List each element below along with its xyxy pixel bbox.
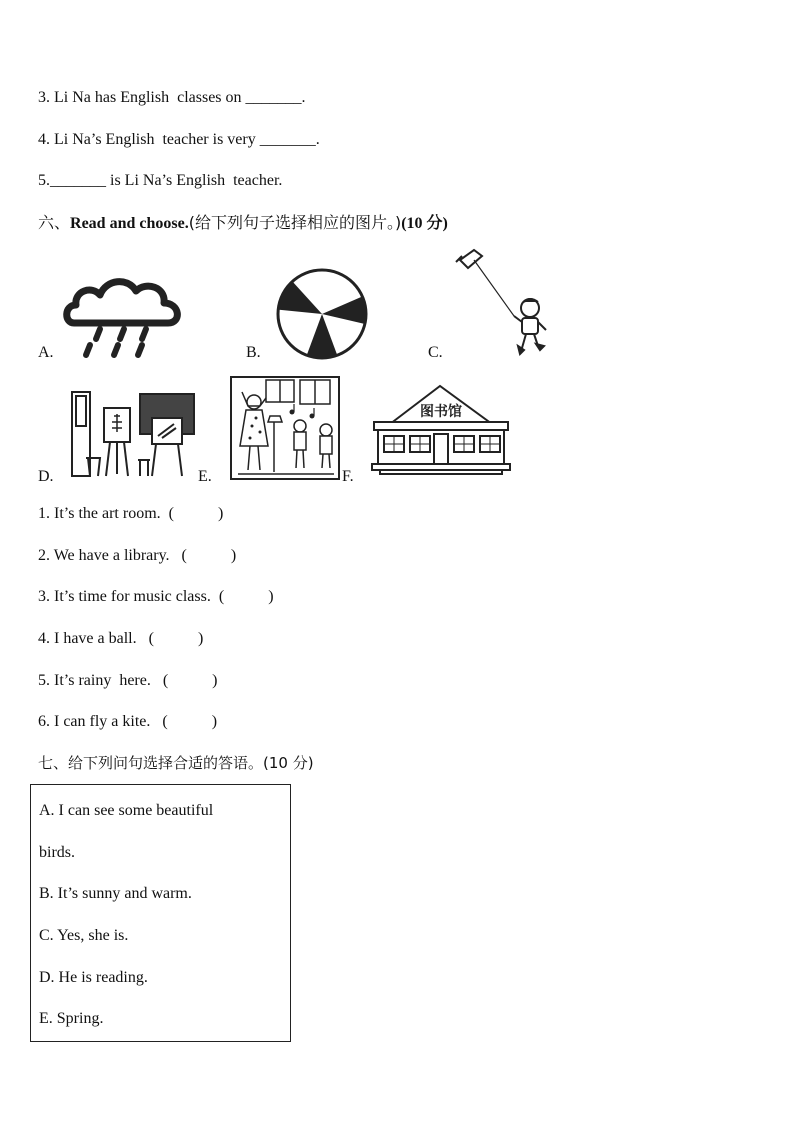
music-class-icon <box>230 376 340 480</box>
answer-option-e: E. Spring. <box>39 1010 104 1027</box>
answer-option-a-continued: birds. <box>39 844 75 861</box>
choose-question-1: 1. It’s the art room. ( ) <box>38 505 224 522</box>
answer-option-b: B. It’s sunny and warm. <box>39 885 192 902</box>
choose-question-5: 5. It’s rainy here. ( ) <box>38 672 218 689</box>
section-6-score: (10 分) <box>401 215 448 232</box>
choose-question-2: 2. We have a library. ( ) <box>38 547 237 564</box>
picture-letter-f: F. <box>342 468 354 485</box>
answer-option-d: D. He is reading. <box>39 969 148 986</box>
picture-letter-e: E. <box>198 468 212 485</box>
library-icon <box>370 382 512 476</box>
library-sign: 图书馆 <box>420 404 462 420</box>
picture-letter-a: A. <box>38 344 54 361</box>
picture-letter-d: D. <box>38 468 54 485</box>
choose-question-4: 4. I have a ball. ( ) <box>38 630 204 647</box>
rain-cloud-icon <box>62 275 184 363</box>
choose-question-3: 3. It’s time for music class. ( ) <box>38 588 274 605</box>
section-7-heading: 七、给下列问句选择合适的答语。(10 分) <box>38 754 314 772</box>
answer-options-box <box>30 784 291 1042</box>
fill-question-4: 4. Li Na’s English teacher is very _______. <box>38 131 320 148</box>
fill-question-3: 3. Li Na has English classes on _______. <box>38 89 306 106</box>
section-6-title-cn: (给下列句子选择相应的图片。) <box>188 213 402 232</box>
section-6-number: 六、 <box>38 213 71 232</box>
choose-question-6: 6. I can fly a kite. ( ) <box>38 713 218 730</box>
fill-question-5: 5._______ is Li Na’s English teacher. <box>38 172 283 189</box>
kite-icon <box>452 246 552 360</box>
ball-icon <box>272 268 372 360</box>
section-6-heading <box>38 213 448 234</box>
answer-option-a: A. I can see some beautiful <box>39 802 214 819</box>
answer-option-c: C. Yes, she is. <box>39 927 129 944</box>
art-room-icon <box>70 388 196 480</box>
picture-letter-b: B. <box>246 344 261 361</box>
picture-letter-c: C. <box>428 344 443 361</box>
section-6-title-en: Read and choose. <box>70 215 189 232</box>
